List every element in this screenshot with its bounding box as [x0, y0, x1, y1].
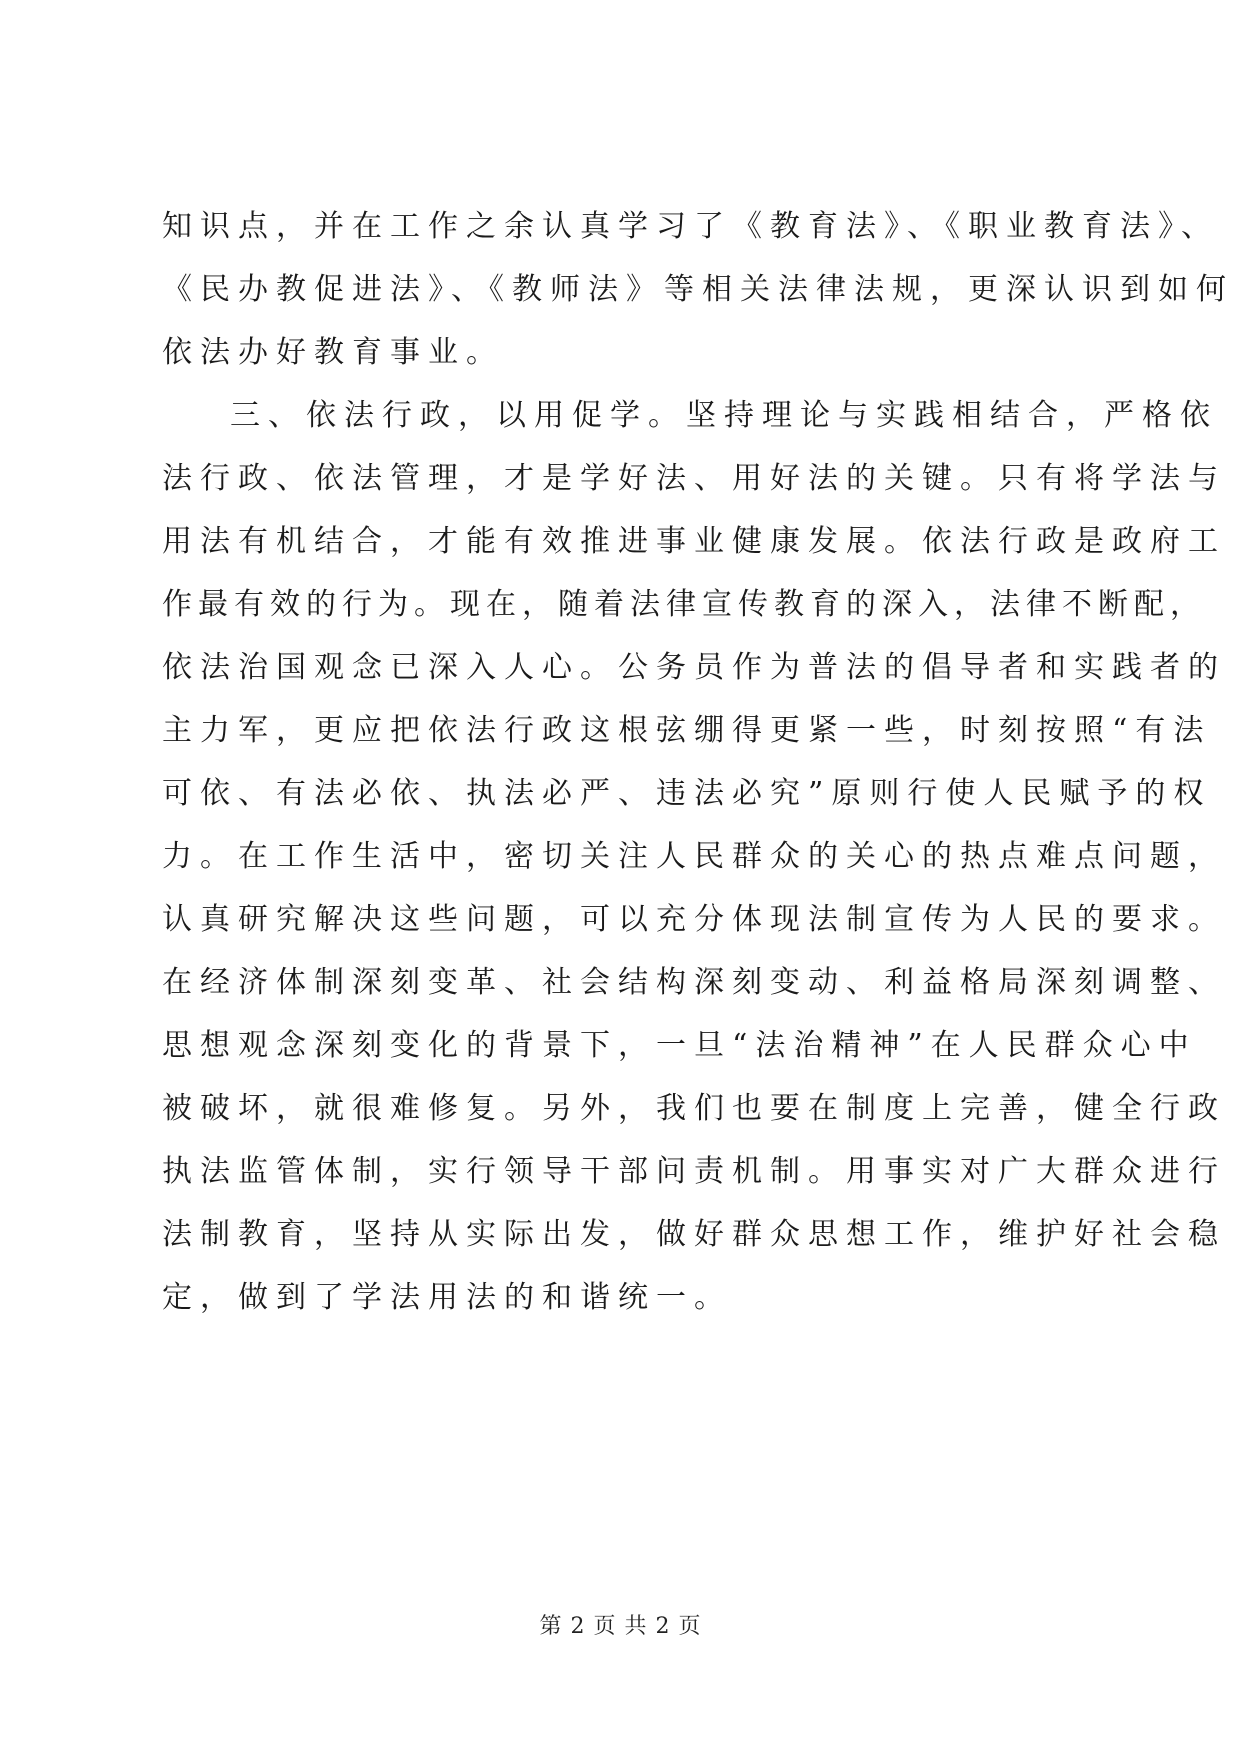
- paragraph-start-line: 三、依法行政，以用促学。坚持理论与实践相结合，严格依: [230, 398, 1218, 433]
- text-line: 作最有效的行为。现在，随着法律宣传教育的深入，法律不断配，: [162, 587, 1206, 622]
- text-line: 依法办好教育事业。: [162, 335, 504, 370]
- text-line: 知识点，并在工作之余认真学习了《教育法》、《职业教育法》、: [162, 209, 1219, 244]
- text-line: 可依、有法必依、执法必严、违法必究”原则行使人民赋予的权: [162, 776, 1212, 811]
- text-line: 法制教育，坚持从实际出发，做好群众思想工作，维护好社会稳: [162, 1217, 1226, 1252]
- text-line: 用法有机结合，才能有效推进事业健康发展。依法行政是政府工: [162, 524, 1226, 559]
- text-line: 《民办教促进法》、《教师法》等相关法律法规，更深认识到如何: [162, 272, 1234, 307]
- text-line: 执法监管体制，实行领导干部问责机制。用事实对广大群众进行: [162, 1154, 1226, 1189]
- text-line: 认真研究解决这些问题，可以充分体现法制宣传为人民的要求。: [162, 902, 1226, 937]
- text-line: 依法治国观念已深入人心。公务员作为普法的倡导者和实践者的: [162, 650, 1226, 685]
- text-line: 定，做到了学法用法的和谐统一。: [162, 1280, 732, 1315]
- text-line: 被破坏，就很难修复。另外，我们也要在制度上完善，健全行政: [162, 1091, 1226, 1126]
- text-line: 力。在工作生活中，密切关注人民群众的关心的热点难点问题，: [162, 839, 1226, 874]
- text-line: 法行政、依法管理，才是学好法、用好法的关键。只有将学法与: [162, 461, 1226, 496]
- text-line: 思想观念深刻变化的背景下，一旦“法治精神”在人民群众心中: [162, 1028, 1197, 1063]
- text-line: 在经济体制深刻变革、社会结构深刻变动、利益格局深刻调整、: [162, 965, 1226, 1000]
- page-number-footer: 第 2 页 共 2 页: [539, 1614, 702, 1639]
- text-line: 主力军，更应把依法行政这根弦绷得更紧一些，时刻按照“有法: [162, 713, 1212, 748]
- body-text: [162, 195, 1234, 1329]
